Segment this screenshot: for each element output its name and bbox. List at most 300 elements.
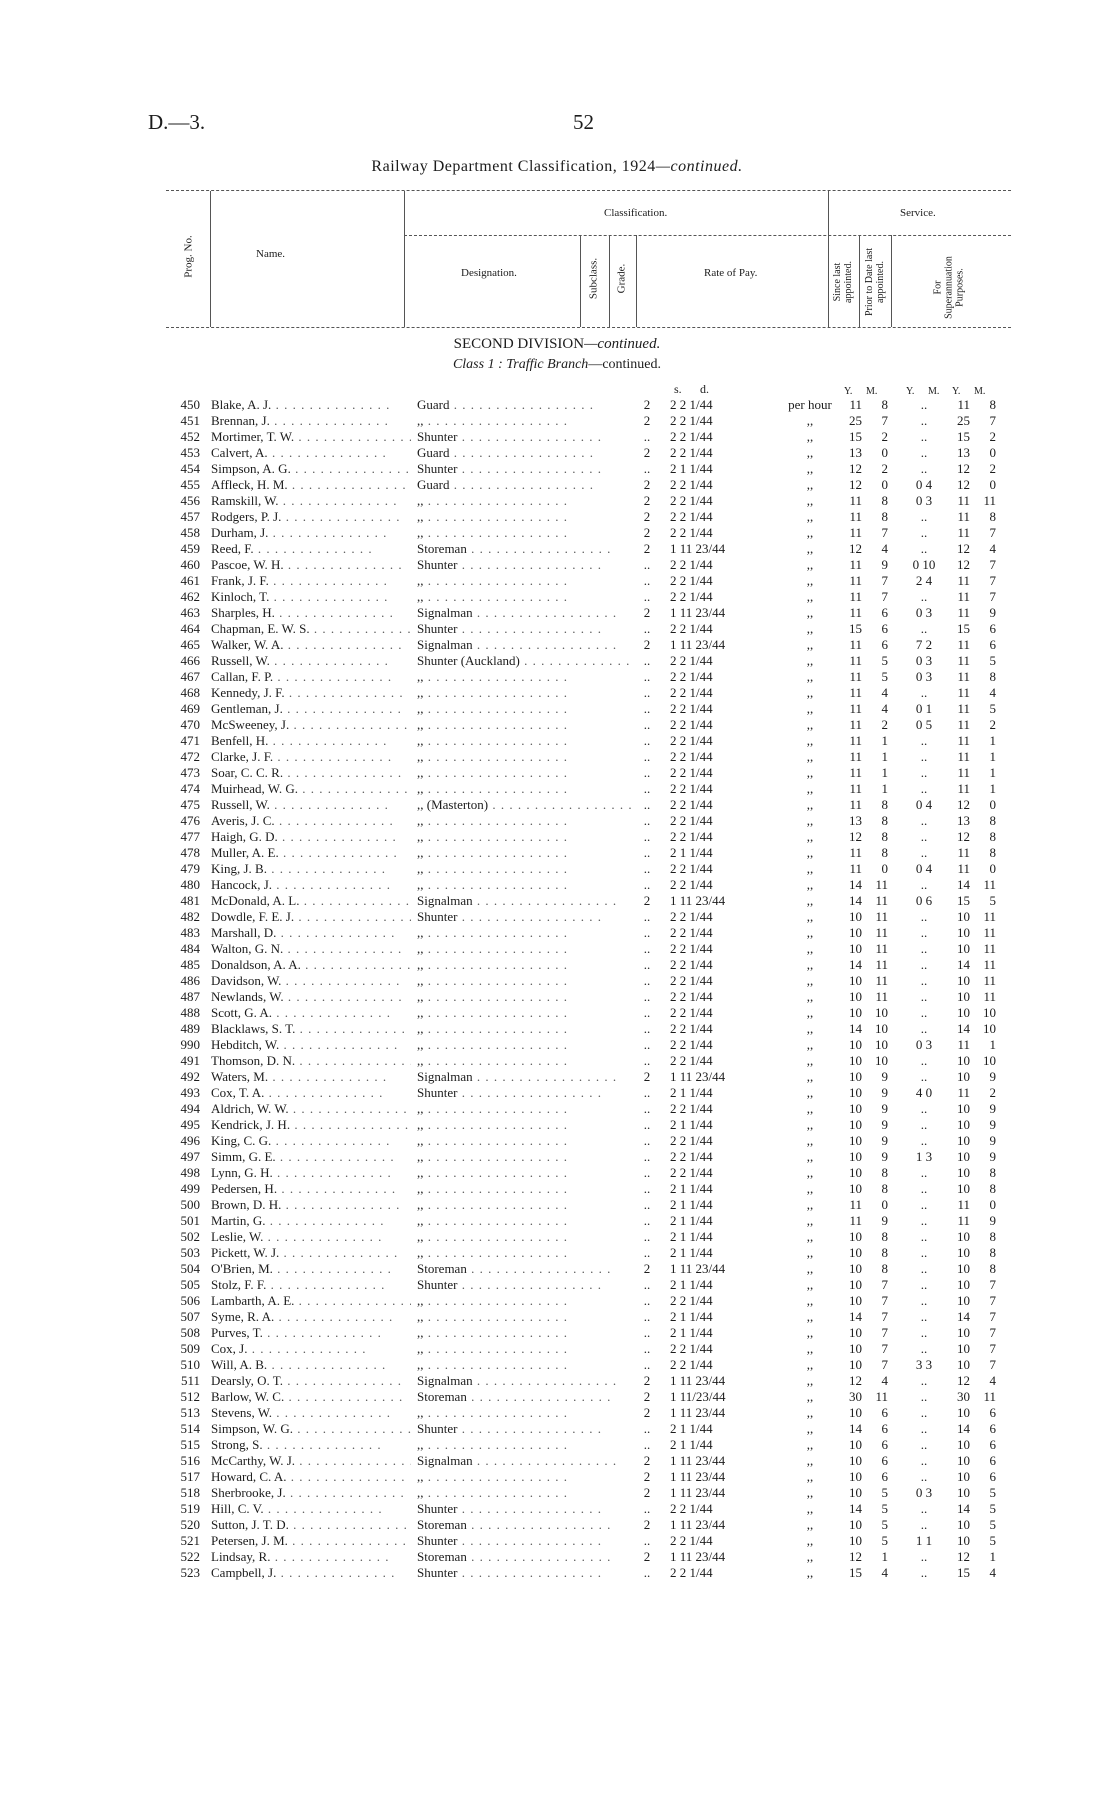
prog-no: 990 [180, 1037, 200, 1052]
since-years: 12 [849, 1373, 862, 1388]
designation: ,, . . . [417, 685, 632, 701]
prior-service: .. [920, 1373, 928, 1388]
branch-heading [0, 357, 1114, 373]
super-months: 0 [989, 477, 996, 492]
employee-name: Cox, J. . . . [211, 1341, 411, 1357]
designation: ,, . . . [417, 1021, 632, 1037]
prior-service: 0 3 [915, 493, 933, 508]
super-years: 10 [957, 1453, 970, 1468]
since-months: 4 [881, 685, 888, 700]
since-years: 15 [849, 1565, 862, 1580]
prog-no: 474 [180, 781, 200, 796]
since-months: 8 [881, 1245, 888, 1260]
grade: .. [643, 1197, 651, 1212]
super-years: 11 [957, 669, 970, 684]
rate-of-pay: 2 2 1/44 [670, 669, 713, 684]
rate-of-pay: 2 2 1/44 [670, 1021, 713, 1036]
grade: 2 [643, 1069, 651, 1084]
super-months: 6 [989, 1437, 996, 1452]
since-months: 7 [881, 1341, 888, 1356]
super-years: 12 [957, 541, 970, 556]
prior-service: .. [920, 397, 928, 412]
since-months: 7 [881, 525, 888, 540]
since-months: 4 [881, 541, 888, 556]
since-months: 11 [875, 925, 888, 940]
super-years: 10 [957, 1293, 970, 1308]
designation: Shunter . . . [417, 1501, 632, 1517]
prior-service: 0 3 [915, 605, 933, 620]
rate-of-pay: 2 1 1/44 [670, 461, 713, 476]
table-row [0, 797, 1114, 813]
prior-service: 0 4 [915, 861, 933, 876]
prior-service: .. [920, 1165, 928, 1180]
table-row [0, 1005, 1114, 1021]
super-years: 10 [957, 1341, 970, 1356]
rate-of-pay: 2 2 1/44 [670, 781, 713, 796]
pay-unit: ,, [806, 1181, 814, 1196]
header-prog-no: Prog. No. [182, 235, 195, 278]
header-divider [636, 235, 637, 327]
rate-of-pay: 2 2 1/44 [670, 957, 713, 972]
prior-service: .. [920, 621, 928, 636]
prog-no: 512 [180, 1389, 200, 1404]
designation: Signalman . . . [417, 1453, 632, 1469]
rate-of-pay: 2 2 1/44 [670, 1501, 713, 1516]
since-months: 11 [875, 973, 888, 988]
super-months: 0 [989, 797, 996, 812]
employee-name: Callan, F. P. . . . [211, 669, 411, 685]
pay-unit: ,, [806, 909, 814, 924]
prog-no: 451 [180, 413, 200, 428]
pay-unit: ,, [806, 477, 814, 492]
pay-unit: ,, [806, 1357, 814, 1372]
prog-no: 497 [180, 1149, 200, 1164]
prog-no: 477 [180, 829, 200, 844]
months-unit: M. [928, 386, 940, 397]
employee-name: Soar, C. C. R. . . . [211, 765, 411, 781]
super-months: 5 [989, 701, 996, 716]
pay-unit: ,, [806, 781, 814, 796]
months-unit: M. [974, 386, 986, 397]
table-row [0, 413, 1114, 429]
employee-name: Hancock, J. . . . [211, 877, 411, 893]
table-row [0, 461, 1114, 477]
header-divider [404, 191, 405, 327]
prog-no: 470 [180, 717, 200, 732]
super-months: 8 [989, 1245, 996, 1260]
pay-unit: ,, [806, 893, 814, 908]
prog-no: 450 [180, 397, 200, 412]
employee-name: Will, A. B. . . . [211, 1357, 411, 1373]
rate-of-pay: 2 2 1/44 [670, 1357, 713, 1372]
since-months: 4 [881, 701, 888, 716]
super-years: 11 [957, 1085, 970, 1100]
grade: .. [643, 1005, 651, 1020]
grade: .. [643, 845, 651, 860]
table-row [0, 1245, 1114, 1261]
since-months: 8 [881, 1229, 888, 1244]
pay-unit: ,, [806, 1469, 814, 1484]
table-row [0, 989, 1114, 1005]
pay-unit: ,, [806, 941, 814, 956]
super-months: 1 [989, 1549, 996, 1564]
header-superannuation: For Superannuation Purposes. [932, 256, 966, 319]
employee-name: Martin, G. . . . [211, 1213, 411, 1229]
grade: .. [643, 685, 651, 700]
prog-no: 504 [180, 1261, 200, 1276]
super-years: 14 [957, 957, 970, 972]
pay-unit: ,, [806, 957, 814, 972]
super-years: 11 [957, 701, 970, 716]
employee-name: Averis, J. C. . . . [211, 813, 411, 829]
super-months: 2 [989, 429, 996, 444]
super-years: 10 [957, 1165, 970, 1180]
super-months: 11 [983, 493, 996, 508]
since-months: 1 [881, 1549, 888, 1564]
since-months: 11 [875, 989, 888, 1004]
title-main: Railway Department Classification, 1924 [371, 158, 656, 175]
super-years: 15 [957, 621, 970, 636]
page-number: 52 [573, 110, 594, 134]
table-row [0, 589, 1114, 605]
super-years: 10 [957, 941, 970, 956]
grade: .. [643, 1053, 651, 1068]
super-years: 10 [957, 1517, 970, 1532]
designation: Shunter . . . [417, 1565, 632, 1581]
designation: Guard . . . [417, 397, 632, 413]
since-years: 15 [849, 429, 862, 444]
super-months: 2 [989, 1085, 996, 1100]
pay-unit: ,, [806, 1165, 814, 1180]
super-years: 11 [957, 685, 970, 700]
since-years: 11 [849, 861, 862, 876]
table-row [0, 1357, 1114, 1373]
designation: Shunter . . . [417, 621, 632, 637]
super-years: 11 [957, 749, 970, 764]
designation: ,, . . . [417, 1117, 632, 1133]
pay-unit: ,, [806, 813, 814, 828]
prior-service: 0 10 [912, 557, 936, 572]
since-months: 11 [875, 1389, 888, 1404]
pay-unit: ,, [806, 1293, 814, 1308]
super-years: 12 [957, 797, 970, 812]
super-months: 7 [989, 525, 996, 540]
prog-no: 521 [180, 1533, 200, 1548]
header-service: Service. [900, 207, 936, 219]
since-months: 8 [881, 397, 888, 412]
rate-of-pay: 2 2 1/44 [670, 525, 713, 540]
table-row [0, 685, 1114, 701]
pay-unit: ,, [806, 1149, 814, 1164]
prog-no: 476 [180, 813, 200, 828]
super-years: 15 [957, 1565, 970, 1580]
grade: .. [643, 941, 651, 956]
grade: .. [643, 797, 651, 812]
prior-service: .. [920, 1133, 928, 1148]
designation: Storeman . . . [417, 1517, 632, 1533]
since-months: 9 [881, 1149, 888, 1164]
prior-service: .. [920, 1069, 928, 1084]
since-years: 11 [849, 685, 862, 700]
since-months: 9 [881, 1117, 888, 1132]
super-months: 9 [989, 1069, 996, 1084]
since-months: 7 [881, 1325, 888, 1340]
prior-service: .. [920, 589, 928, 604]
grade: .. [643, 1021, 651, 1036]
prog-no: 469 [180, 701, 200, 716]
table-row [0, 1037, 1114, 1053]
prior-service: .. [920, 1501, 928, 1516]
rate-of-pay: 2 2 1/44 [670, 1533, 713, 1548]
rate-of-pay: 2 2 1/44 [670, 1053, 713, 1068]
since-months: 6 [881, 1469, 888, 1484]
since-years: 13 [849, 813, 862, 828]
employee-name: Leslie, W. . . . [211, 1229, 411, 1245]
super-years: 11 [957, 589, 970, 604]
rate-of-pay: 2 1 1/44 [670, 1229, 713, 1244]
prior-service: .. [920, 989, 928, 1004]
rate-of-pay: 2 1 1/44 [670, 1117, 713, 1132]
prog-no: 510 [180, 1357, 200, 1372]
designation: ,, . . . [417, 781, 632, 797]
super-years: 12 [957, 1549, 970, 1564]
super-years: 10 [957, 989, 970, 1004]
since-months: 0 [881, 861, 888, 876]
since-years: 10 [849, 1069, 862, 1084]
employee-name: McCarthy, W. J. . . . [211, 1453, 411, 1469]
table-row [0, 941, 1114, 957]
super-years: 11 [957, 1197, 970, 1212]
designation: ,, . . . [417, 957, 632, 973]
pay-unit: ,, [806, 1133, 814, 1148]
since-years: 11 [849, 797, 862, 812]
since-months: 7 [881, 1293, 888, 1308]
prog-no: 467 [180, 669, 200, 684]
prior-service: .. [920, 877, 928, 892]
super-months: 11 [983, 973, 996, 988]
since-months: 0 [881, 477, 888, 492]
since-months: 1 [881, 781, 888, 796]
since-years: 12 [849, 829, 862, 844]
designation: ,, . . . [417, 1485, 632, 1501]
employee-name: Cox, T. A. . . . [211, 1085, 411, 1101]
designation: ,, . . . [417, 1341, 632, 1357]
super-years: 11 [957, 573, 970, 588]
prog-no: 456 [180, 493, 200, 508]
grade: .. [643, 1149, 651, 1164]
since-years: 10 [849, 1085, 862, 1100]
designation: ,, . . . [417, 1357, 632, 1373]
since-years: 10 [849, 1325, 862, 1340]
since-years: 12 [849, 461, 862, 476]
super-months: 7 [989, 557, 996, 572]
since-months: 10 [875, 1053, 888, 1068]
employee-name: Mortimer, T. W. . . . [211, 429, 411, 445]
super-years: 15 [957, 893, 970, 908]
prior-service: 0 3 [915, 1485, 933, 1500]
since-years: 10 [849, 989, 862, 1004]
grade: .. [643, 1229, 651, 1244]
super-years: 11 [957, 845, 970, 860]
employee-name: Thomson, D. N. . . . [211, 1053, 411, 1069]
designation: Signalman . . . [417, 637, 632, 653]
table-row [0, 1117, 1114, 1133]
rate-of-pay: 2 2 1/44 [670, 925, 713, 940]
grade: .. [643, 717, 651, 732]
since-years: 11 [849, 525, 862, 540]
employee-name: Hebditch, W. . . . [211, 1037, 411, 1053]
pay-unit: ,, [806, 1261, 814, 1276]
prior-service: .. [920, 909, 928, 924]
pay-unit: ,, [806, 541, 814, 556]
since-years: 11 [849, 653, 862, 668]
since-years: 14 [849, 893, 862, 908]
division-name: SECOND DIVISION [453, 336, 585, 352]
table-row [0, 1485, 1114, 1501]
employee-name: McDonald, A. L. . . . [211, 893, 411, 909]
pay-unit: ,, [806, 973, 814, 988]
rate-of-pay: 2 2 1/44 [670, 1565, 713, 1580]
table-row [0, 1549, 1114, 1565]
employee-name: Simpson, W. G. . . . [211, 1421, 411, 1437]
prior-service: 1 3 [915, 1149, 933, 1164]
super-months: 8 [989, 829, 996, 844]
prior-service: .. [920, 845, 928, 860]
designation: ,, . . . [417, 877, 632, 893]
table-row [0, 1213, 1114, 1229]
employee-name: Stolz, F. F. . . . [211, 1277, 411, 1293]
prog-no: 480 [180, 877, 200, 892]
rate-of-pay: 2 2 1/44 [670, 877, 713, 892]
super-months: 0 [989, 1197, 996, 1212]
employee-name: Muller, A. E. . . . [211, 845, 411, 861]
pay-unit: ,, [806, 669, 814, 684]
header-prior-to: Prior to Date last appointed. [864, 247, 886, 317]
super-months: 8 [989, 1181, 996, 1196]
super-months: 8 [989, 669, 996, 684]
table-row [0, 1453, 1114, 1469]
table-row [0, 445, 1114, 461]
prog-no: 494 [180, 1101, 200, 1116]
grade: .. [643, 957, 651, 972]
table-row [0, 893, 1114, 909]
designation: ,, . . . [417, 845, 632, 861]
grade: .. [643, 701, 651, 716]
prior-service: .. [920, 1245, 928, 1260]
designation: ,, . . . [417, 1405, 632, 1421]
prog-no: 513 [180, 1405, 200, 1420]
prog-no: 518 [180, 1485, 200, 1500]
rate-of-pay: 2 2 1/44 [670, 621, 713, 636]
rate-of-pay: 2 2 1/44 [670, 589, 713, 604]
designation: Shunter . . . [417, 1421, 632, 1437]
super-years: 14 [957, 1501, 970, 1516]
grade: .. [643, 429, 651, 444]
since-months: 0 [881, 445, 888, 460]
since-months: 8 [881, 797, 888, 812]
since-years: 14 [849, 1021, 862, 1036]
table-row [0, 1437, 1114, 1453]
since-months: 5 [881, 1501, 888, 1516]
prior-service: .. [920, 973, 928, 988]
since-years: 14 [849, 1421, 862, 1436]
since-years: 10 [849, 1437, 862, 1452]
pay-unit: ,, [806, 1501, 814, 1516]
designation: ,, . . . [417, 717, 632, 733]
employee-name: Petersen, J. M. . . . [211, 1533, 411, 1549]
super-months: 4 [989, 1565, 996, 1580]
grade: 2 [643, 1405, 651, 1420]
since-months: 5 [881, 653, 888, 668]
employee-name: Russell, W. . . . [211, 797, 411, 813]
grade: .. [643, 909, 651, 924]
grade: .. [643, 1165, 651, 1180]
rate-of-pay: 2 1 1/44 [670, 1325, 713, 1340]
grade: .. [643, 1501, 651, 1516]
super-years: 10 [957, 1053, 970, 1068]
since-years: 14 [849, 957, 862, 972]
pay-unit: ,, [806, 1245, 814, 1260]
since-years: 12 [849, 1549, 862, 1564]
since-years: 11 [849, 717, 862, 732]
rate-of-pay: 2 2 1/44 [670, 685, 713, 700]
table-row [0, 1053, 1114, 1069]
rate-of-pay: 2 2 1/44 [670, 1037, 713, 1052]
table-row [0, 669, 1114, 685]
designation: ,, . . . [417, 1325, 632, 1341]
rate-of-pay: 2 2 1/44 [670, 749, 713, 764]
super-months: 11 [983, 925, 996, 940]
super-years: 10 [957, 1485, 970, 1500]
prog-no: 506 [180, 1293, 200, 1308]
table-row [0, 1069, 1114, 1085]
designation: ,, . . . [417, 813, 632, 829]
pay-unit: ,, [806, 749, 814, 764]
grade: .. [643, 1213, 651, 1228]
grade: 2 [643, 605, 651, 620]
prior-service: 0 1 [915, 701, 933, 716]
prog-no: 520 [180, 1517, 200, 1532]
pay-unit: ,, [806, 429, 814, 444]
rate-of-pay: 2 2 1/44 [670, 557, 713, 572]
table-row [0, 429, 1114, 445]
since-years: 10 [849, 909, 862, 924]
super-months: 1 [989, 733, 996, 748]
pay-unit: ,, [806, 845, 814, 860]
rate-of-pay: 2 2 1/44 [670, 1293, 713, 1308]
super-months: 7 [989, 1293, 996, 1308]
since-years: 10 [849, 1485, 862, 1500]
employee-name: Purves, T. . . . [211, 1325, 411, 1341]
prior-service: .. [920, 1421, 928, 1436]
prog-no: 501 [180, 1213, 200, 1228]
grade: .. [643, 573, 651, 588]
table-header [166, 190, 1011, 328]
table-row [0, 1517, 1114, 1533]
employee-name: Dowdle, F. E. J. . . . [211, 909, 411, 925]
prior-service: 0 3 [915, 653, 933, 668]
since-years: 11 [849, 1197, 862, 1212]
super-years: 10 [957, 1117, 970, 1132]
grade: .. [643, 557, 651, 572]
super-months: 0 [989, 861, 996, 876]
designation: ,, . . . [417, 829, 632, 845]
grade: .. [643, 1325, 651, 1340]
table-row [0, 973, 1114, 989]
super-months: 7 [989, 1341, 996, 1356]
since-months: 6 [881, 637, 888, 652]
table-row [0, 701, 1114, 717]
